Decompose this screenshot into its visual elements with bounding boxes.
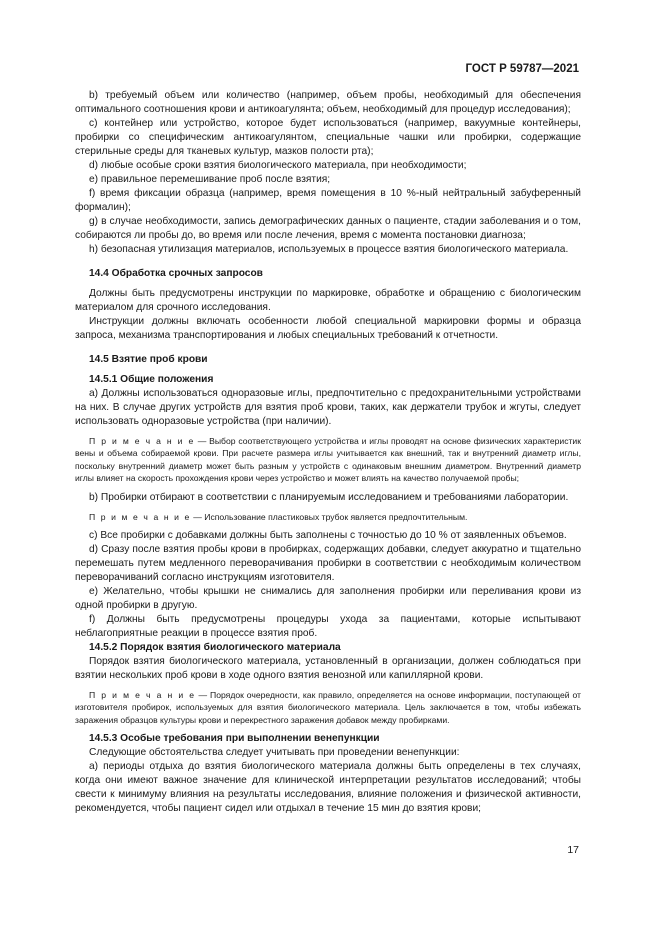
section-14-5-1-item-d: d) Сразу после взятия пробы крови в пробирках, содержащих добавки, следует аккуратно и тщательно перемешать путем медленного переворачивания пробирки в соответствии с необходимым количеством переворачиваний согласно инструкциям изготовителя. [75, 544, 581, 584]
section-14-5-1-item-f: f) Должны быть предусмотрены процедуры ухода за пациентами, которые испытывают неблагоприятные реакции в процессе взятия проб. [75, 614, 581, 640]
section-14-5-1-item-e: e) Желательно, чтобы крышки не снимались для заполнения пробирки или переливания крови из одной пробирки в другую. [75, 586, 581, 612]
list-item-d: d) любые особые сроки взятия биологического материала, при необходимости; [89, 160, 467, 171]
section-14-5-1-item-b: b) Пробирки отбирают в соответствии с планируемым исследованием и требованиями лаборатории. [89, 491, 569, 503]
subsection-heading-14-5-1: 14.5.1 Общие положения [89, 374, 214, 385]
list-item-f: f) время фиксации образца (например, время помещения в 10 %-ный нейтральный забуференный формалин); [75, 188, 581, 213]
list-item-g: g) в случае необходимости, запись демографических данных о пациенте, стадии заболевания и о том, собираются ли пробы до, во время или после лечения, время с момента постановки диагноза; [75, 216, 581, 241]
list-item-h: h) безопасная утилизация материалов, используемых в процессе взятия биологического материала. [89, 244, 569, 255]
note-1 [75, 435, 581, 485]
section-heading-14-5: 14.5 Взятие проб крови [89, 354, 208, 365]
section-14-4-paragraph-2: Инструкции должны включать особенности любой специальной маркировки формы и образца запроса, механизма транспортирования и любых специальных требований к отчетности. [75, 316, 581, 341]
section-14-5-3-item-a: a) периоды отдыха до взятия биологического материала должны быть определены в тех случаях, когда они имеют важное значение для клинической интерпретации результатов исследований; чтобы свести к минимуму влияния на результаты исследования, влияние положения и физической активности, рекомендуется, чтобы пациент сидел или отдыхал в течение 15 мин до взятия крови; [75, 761, 581, 815]
section-14-4-paragraph-1: Должны быть предусмотрены инструкции по маркировке, обработке и обращению с биологическим материалом для срочного исследования. [75, 288, 581, 313]
section-14-5-2-paragraph: Порядок взятия биологического материала, установленный в организации, должен соблюдаться при взятии нескольких проб крови в ходе одного взятия венозной или капиллярной крови. [75, 656, 581, 682]
note-3-text: — Порядок очередности, как правило, определяется на основе информации, поступающей от изготовителя пробирок, используемых для взятия биологического материала. Цель заключается в том, чтобы избежать заражения образцов культуры крови и перекрестного заражения добавок между пробирками. [75, 690, 581, 725]
section-14-5-1-item-a: a) Должны использоваться одноразовые иглы, предпочтительно с предохранительными устройствами на них. В случае других устройств для взятия проб крови, таких, как держатели трубок и жгуты, следует использовать одноразовые устройства (при наличии). [75, 388, 581, 427]
section-14-5-1-item-c: c) Все пробирки с добавками должны быть заполнены с точностью до 10 % от заявленных объемов. [89, 530, 567, 542]
subsection-heading-14-5-2: 14.5.2 Порядок взятия биологического материала [89, 642, 341, 654]
standard-number: ГОСТ Р 59787—2021 [465, 63, 579, 75]
note-3 [75, 689, 581, 726]
document-body [75, 89, 581, 816]
list-item-c: c) контейнер или устройство, которое будет использоваться (например, вакуумные контейнеры, пробирки со специфическим антикоагулянтом, специальные чашки или пробирки, содержащие стерильные среды для тканевых культур, мазков полости рта); [75, 118, 581, 157]
note-label: П р и м е ч а н и е [89, 690, 196, 701]
note-2 [75, 511, 581, 523]
note-label: П р и м е ч а н и е [89, 511, 191, 522]
subsection-heading-14-5-3: 14.5.3 Особые требования при выполнении венепункции [89, 733, 380, 745]
section-14-5-3-paragraph: Следующие обстоятельства следует учитывать при проведении венепункции: [89, 747, 460, 759]
note-2-text: — Использование пластиковых трубок является предпочтительным. [190, 511, 468, 522]
section-heading-14-4: 14.4 Обработка срочных запросов [89, 268, 263, 279]
note-label: П р и м е ч а н и е [89, 436, 195, 446]
list-item-e: e) правильное перемешивание проб после взятия; [89, 174, 331, 185]
list-item-b: b) требуемый объем или количество (например, объем пробы, необходимый для обеспечения оптимального соотношения крови и антикоагулянта; объем, необходимый для процедур исследования); [75, 90, 581, 115]
note-1-text: — Выбор соответствующего устройства и иглы проводят на основе физических характеристик вены и объема собираемой крови. При расчете размера иглы учитывается как внешний, так и внутренний диаметр иглы, поскольку внутренний диаметр может быть разным у устройств с одинаковым внешним диаметром. Внутренний диаметр иглы влияет на скорость прохождения крови через устройство и может влиять на качество получаемой пробы; [75, 436, 581, 484]
page-number: 17 [567, 844, 579, 856]
